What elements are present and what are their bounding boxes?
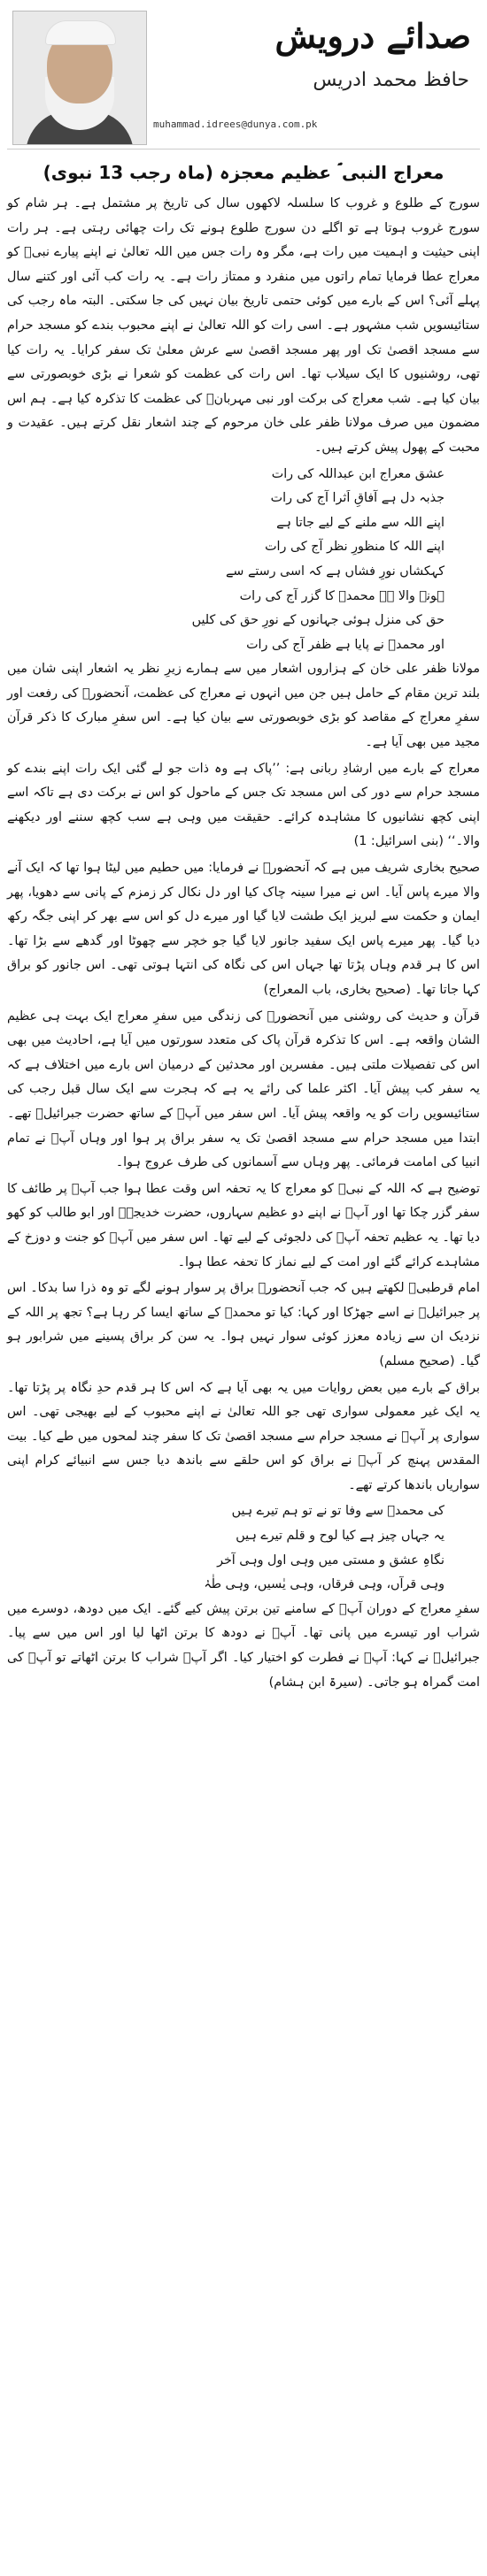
author-name: حافظ محمد ادریس bbox=[313, 69, 469, 91]
paragraph: توضیح ہے کہ اللہ کے نبیؐ کو معراج کا یہ تحفہ اس وقت عطا ہوا جب آپؐ پر طائف کا سفر گزر چکا تھا اور آپؐ نے اپنے دو عظیم سہاروں، حضرت خدیجہؓ اور ابو طالب کو کھو دیا تھا۔ یہ عظیم تحفہ آپؐ کی دلجوئی کے لیے تھا۔ اس سفر میں آپؐ کو جنت و دوزخ کے مشاہدے کرائے گئے اور امت کے لیے نماز کا تحفہ عطا ہوا۔ bbox=[7, 1181, 480, 1269]
paragraph: مولانا ظفر علی خان کے ہزاروں اشعار میں سے ہمارے زیرِ نظر یہ اشعار اپنی شان میں بلند ترین مقام کے حامل ہیں جن میں انہوں نے معراج کی عظمت، آنحضورؐ کی رفعت اور سفرِ معراج کے مقاصد کو بڑی خوبصورتی سے بیان کیا ہے۔ اس سفرِ مبارک کا ذکر قرآن مجید میں بھی آیا ہے۔ bbox=[7, 662, 480, 750]
portrait-cap bbox=[45, 20, 116, 45]
paragraph: صحیح بخاری شریف میں ہے کہ آنحضورؐ نے فرمایا: میں حطیم میں لیٹا ہوا تھا کہ ایک آنے والا میرے پاس آیا۔ اس نے میرا سینہ چاک کیا اور دل نکال کر زمزم کے پانی سے دھویا، پھر ایمان و حکمت سے لبریز ایک طشت لایا گیا اور میرے دل کو اس سے بھر کر اپنی جگہ رکھ دیا گیا۔ پھر میرے پاس ایک سفید جانور لایا گیا جو خچر سے چھوٹا اور گدھے سے بڑا تھا۔ اس کا ہر قدم وہاں پڑتا تھا جہاں اس کی نگاہ کی انتہا ہوتی تھی۔ اس جانور کو براق کہا جاتا تھا۔ (صحیح بخاری، باب المعراج) bbox=[7, 861, 480, 997]
verse-line: وہی قرآں، وہی فرقاں، وہی یٰسیں، وہی طٰہٰ bbox=[204, 1577, 444, 1592]
paragraph: سورج کے طلوع و غروب کا سلسلہ لاکھوں سال کی تاریخ پر مشتمل ہے۔ ہر شام کو سورج غروب ہوتا ہے تو اگلے دن سورج طلوع ہونے تک رات چھائی رہتی ہے۔ ہر رات اپنی حیثیت و اہمیت میں رات ہے، مگر وہ رات جس میں اللہ تعالیٰ نے اپنے پیارے نبیؐ کو معراج عطا فرمایا تمام راتوں میں منفرد و ممتاز رات ہے۔ یہ رات کب آئی اور کتنے سال پہلے آئی؟ اس کے بارے میں کوئی حتمی تاریخ بیان نہیں کی جا سکتی۔ البتہ ماہ رجب کی ستائیسویں شب مشہور ہے۔ اسی رات کو اللہ تعالیٰ نے اپنے محبوب بندے کو مسجد حرام سے مسجد اقصیٰ تک اور پھر مسجد اقصیٰ سے عرش معلیٰ تک سفر کرایا۔ یہ رات کیا تھی، روشنیوں کا ایک سیلاب تھا۔ اس رات کی عظمت کو شعرا نے بڑی خوبصورتی سے بیان کیا ہے۔ شب معراج کی برکت اور نبی مہربانؐ کی عظمت کا تذکرہ کیا ہے۔ ہم اس مضمون میں صرف مولانا ظفر علی خان مرحوم کے چند اشعار نقل کرتے ہیں۔ عقیدت و محبت کے پھول پیش کرتے ہیں۔ bbox=[7, 196, 480, 455]
verse-line: عشق معراج ابن عبداللہ کی رات bbox=[271, 466, 444, 481]
paragraph: معراج کے بارے میں ارشادِ ربانی ہے: ’’پاک ہے وہ ذات جو لے گئی ایک رات اپنے بندے کو مسجد حرام سے دور کی اس مسجد تک جس کے ماحول کو اس نے برکت دی ہے تاکہ اسے اپنی کچھ نشانیوں کا مشاہدہ کرائے۔ حقیقت میں وہی ہے سب کچھ سننے اور دیکھنے والا۔‘‘ (بنی اسرائیل: 1) bbox=[7, 761, 480, 849]
author-photo bbox=[12, 11, 147, 145]
verse-block-1 bbox=[7, 463, 480, 658]
verse-line: یہ جہاں چیز ہے کیا لوح و قلم تیرے ہیں bbox=[236, 1529, 444, 1544]
verse-line: حق کی منزل ہوئی جہانوں کے نورِ حق کی کلیں bbox=[191, 613, 444, 628]
verse-line: اور محمدؐ نے پایا ہے ظفر آج کی رات bbox=[246, 637, 444, 652]
article-body bbox=[7, 192, 480, 461]
article-title: معراج النبی ؐ عظیم معجزہ (ماہ رجب 13 نبوی) bbox=[43, 162, 444, 183]
paragraph: امام قرطبیؒ لکھتے ہیں کہ جب آنحضورؐ براق پر سوار ہونے لگے تو وہ ذرا سا بدکا۔ اس پر جبرائیلؑ نے اسے جھڑکا اور کہا: کیا تو محمدؐ کے ساتھ ایسا کر رہا ہے؟ تجھ پر اللہ کے نزدیک ان سے زیادہ معزز کوئی سوار نہیں ہوا۔ یہ سن کر براق پسینے میں شرابور ہو گیا۔ (صحیح مسلم) bbox=[7, 1281, 480, 1368]
author-email[interactable]: muhammad.idrees@dunya.com.pk bbox=[153, 119, 318, 130]
paragraph: براق کے بارے میں بعض روایات میں یہ بھی آیا ہے کہ اس کا ہر قدم حدِ نگاہ پر پڑتا تھا۔ یہ ایک غیر معمولی سواری تھی جو اللہ تعالیٰ نے اپنے محبوب کے لیے بھیجی تھی۔ اس سواری پر آپؐ نے مسجد حرام سے مسجد اقصیٰ تک کا سفر چند لمحوں میں طے کیا۔ بیت المقدس پہنچ کر آپؐ نے براق کو اس حلقے سے باندھ دیا جس سے انبیائے کرام اپنی سواریاں باندھا کرتے تھے۔ bbox=[7, 1380, 480, 1492]
article-body-2 bbox=[7, 657, 480, 1498]
verse-block-2 bbox=[7, 1499, 480, 1597]
column-header bbox=[7, 7, 480, 150]
article-body-3 bbox=[7, 1598, 480, 1695]
verse-line: کہکشاں نورِ فشاں ہے کہ اسی رستے سے bbox=[226, 564, 444, 579]
verse-line: اپنے اللہ کا منظورِ نظر آج کی رات bbox=[265, 540, 444, 555]
verse-line: ہونے والا ہے محمدؐ کا گزر آج کی رات bbox=[239, 588, 444, 603]
paragraph: سفرِ معراج کے دوران آپؐ کے سامنے تین برتن پیش کیے گئے۔ ایک میں دودھ، دوسرے میں شراب اور تیسرے میں پانی تھا۔ آپؐ نے دودھ کا برتن اٹھا لیا اور اس میں سے پیا۔ جبرائیلؑ نے کہا: آپؐ نے فطرت کو اختیار کیا۔ اگر آپؐ شراب کا برتن اٹھاتے تو آپؐ کی امت گمراہ ہو جاتی۔ (سیرۃ ابن ہشام) bbox=[7, 1601, 480, 1690]
column-title: صدائے درویش bbox=[274, 16, 471, 56]
verse-line: نگاہِ عشق و مستی میں وہی اول وہی آخر bbox=[217, 1552, 444, 1568]
verse-line: کی محمدؐ سے وفا تو نے تو ہم تیرے ہیں bbox=[231, 1504, 444, 1519]
article-column bbox=[7, 7, 480, 1697]
paragraph: قرآن و حدیث کی روشنی میں آنحضورؐ کی زندگی میں سفرِ معراج ایک بہت ہی عظیم الشان واقعہ ہے۔ اس کا تذکرہ قرآن پاک کی متعدد سورتوں میں آیا ہے، احادیث میں بھی اس کی تفصیلات ملتی ہیں۔ مفسرین اور محدثین کے درمیان اس بارے میں اختلاف ہے کہ یہ سفر کب پیش آیا۔ اکثر علما کی رائے یہ ہے کہ ہجرت سے ایک سال قبل رجب کی ستائیسویں رات کو یہ واقعہ پیش آیا۔ اس سفر میں آپؐ کے ساتھ حضرت جبرائیلؑ تھے۔ ابتدا میں مسجد حرام سے مسجد اقصیٰ تک یہ سفر براق پر ہوا اور وہاں آپؐ نے تمام انبیا کی امامت فرمائی۔ پھر وہاں سے آسمانوں کی طرف عروج ہوا۔ bbox=[7, 1008, 480, 1170]
verse-line: اپنے اللہ سے ملنے کے لیے جاتا ہے bbox=[276, 515, 444, 530]
verse-line: جذبہ دل ہے آفاقِ اَثرا آج کی رات bbox=[270, 491, 444, 506]
